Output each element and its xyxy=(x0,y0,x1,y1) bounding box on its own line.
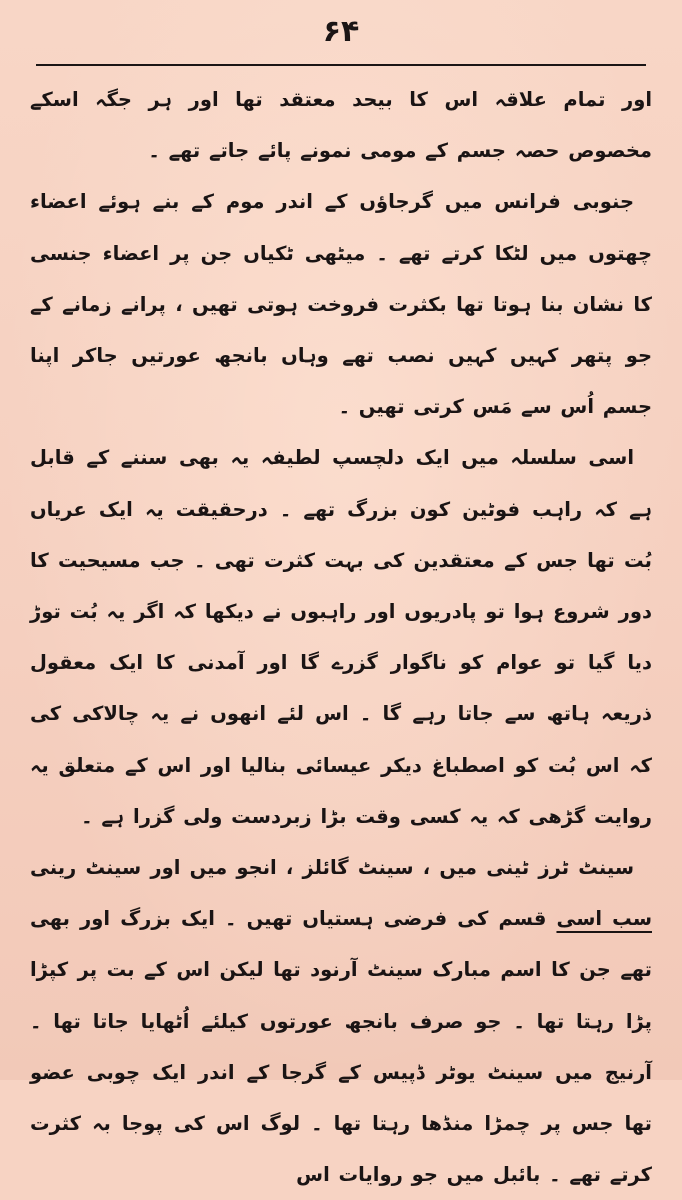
paragraph-1: اور تمام علاقہ اس کا بیحد معتقد تھا اور ہر جگہ اسکے مخصوص حصہ جسم کے مومی نمونے پائے جاتے تھے ۔ xyxy=(30,88,652,163)
header-rule xyxy=(36,64,646,66)
underlined-phrase: سب اسی xyxy=(556,907,652,931)
paragraph-2: جنوبی فرانس میں گرجاؤں کے اندر موم کے بنے ہوئے اعضاء چھتوں میں لٹکا کرتے تھے ۔ میٹھی ٹکیاں جن پر اعضاء جنسی کا نشان بنا ہوتا تھا بکثرت فروخت ہوتی تھیں ، پرانے زمانے کے جو پتھر کہیں کہیں نصب تھے وہاں بانجھ عورتیں جاکر اپنا جسم اُس سے مَس کرتی تھیں ۔ xyxy=(30,190,652,419)
paragraph-4 xyxy=(30,842,652,1200)
paragraph-3: اسی سلسلہ میں ایک دلچسپ لطیفہ یہ بھی سننے کے قابل ہے کہ راہب فوٹین کون بزرگ تھے ۔ درحقیقت یہ ایک عریاں بُت تھا جس کے معتقدین کی بہت کثرت تھی ۔ جب مسیحیت کا دور شروع ہوا تو پادریوں اور راہبوں نے دیکھا کہ اگر یہ بُت توڑ دیا گیا تو عوام کو ناگوار گزرے گا اور آمدنی کا ایک معقول ذریعہ ہاتھ سے جاتا رہے گا ۔ اس لئے انھوں نے یہ چالاکی کی کہ اس بُت کو اصطباغ دیکر عیسائی بنالیا اور اس کے متعلق یہ روایت گڑھی کہ یہ کسی وقت بڑا زبردست ولی گزرا ہے ۔ xyxy=(30,446,652,828)
page-number: ۶۴ xyxy=(322,14,360,49)
paragraph-4-start: سینٹ ٹرز ٹینی میں ، سینٹ گائلز ، انجو میں اور سینٹ رینی xyxy=(30,856,634,880)
page-body xyxy=(30,74,652,1200)
paragraph-4-rest: قسم کی فرضی ہستیاں تھیں ۔ ایک بزرگ اور بھی تھے جن کا اسم مبارک سینٹ آرنود تھا لیکن اس کے بت پر کپڑا پڑا رہتا تھا ۔ جو صرف بانجھ عورتوں کیلئے اُٹھایا جاتا تھا ۔ آرنیج میں سینٹ یوٹر ڈپیس کے گرجا کے اندر ایک چوبی عضو تھا جس پر چمڑا منڈھا رہتا تھا ۔ لوگ اس کی پوجا بہ کثرت کرتے تھے ۔ بائبل میں جو روایات اس xyxy=(30,907,652,1187)
